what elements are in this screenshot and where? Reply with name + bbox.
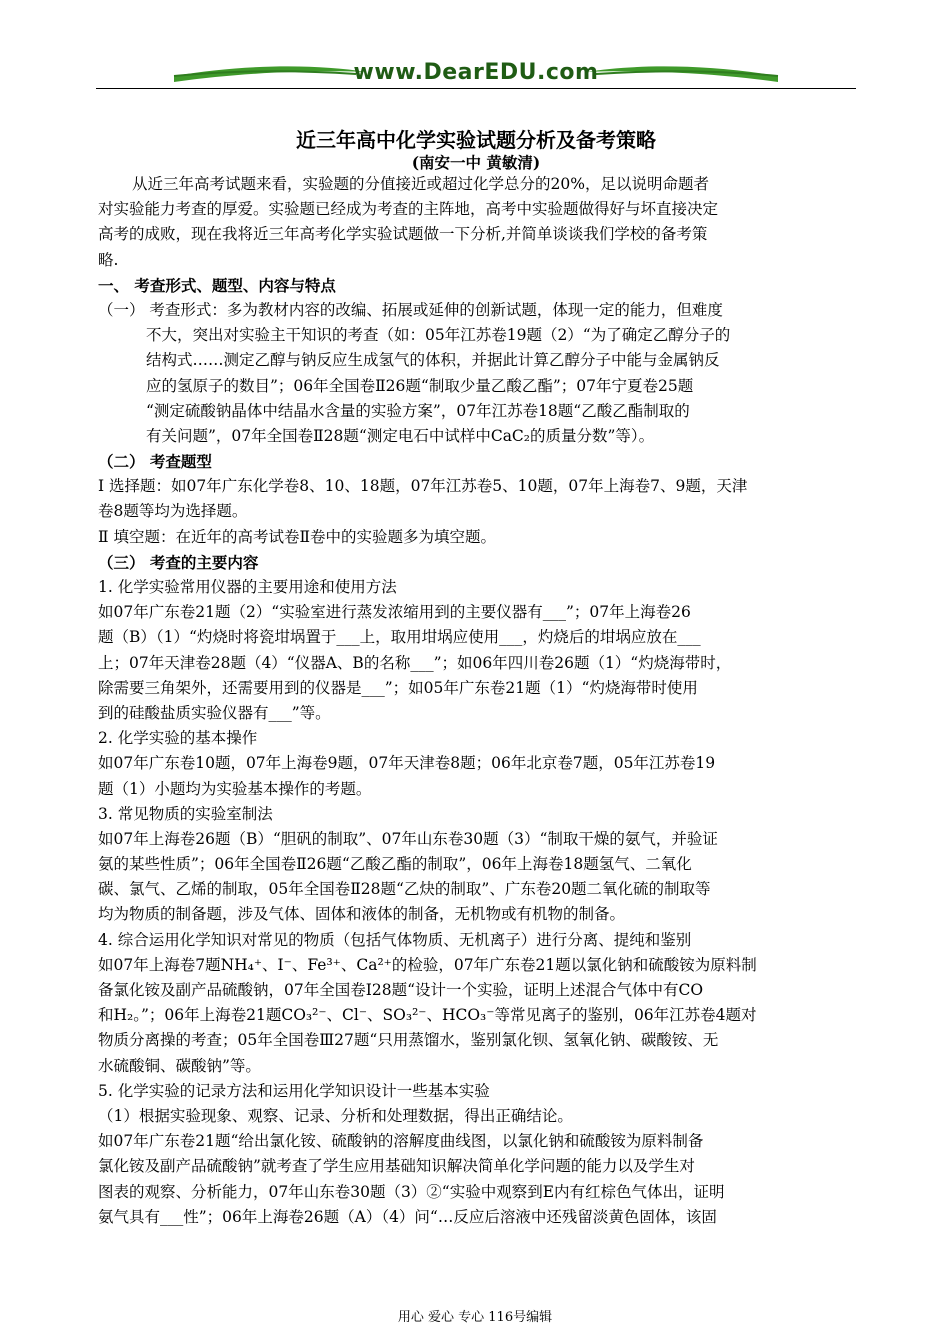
page-footer: 用心 爱心 专心 116号编辑 (397, 1310, 553, 1325)
page-title: 近三年高中化学实验试题分析及备考策略 (296, 128, 656, 152)
text-line: 卷8题等均为选择题。 (98, 502, 248, 521)
text-line: 略. (98, 250, 119, 269)
site-logo-text: www.DearEDU.com (353, 60, 599, 85)
text-line: 水硫酸铜、碳酸钠”等。 (98, 1056, 261, 1075)
text-line: 从近三年高考试题来看，实验题的分值接近或超过化学总分的20%，足以说明命题者 (132, 175, 709, 193)
text-line: 如07年广东卷21题“给出氯化铵、硫酸钠的溶解度曲线图，以氯化钠和硫酸铵为原料制备 (98, 1132, 704, 1151)
author-line: (南安一中 黄敏清) (411, 153, 541, 172)
text-line: 2. 化学实验的基本操作 (98, 729, 258, 748)
text-line: （一） 考查形式：多为教材内容的改编、拓展或延伸的创新试题，体现一定的能力，但难度 (98, 300, 723, 319)
site-header-banner (96, 56, 856, 92)
text-line: 对实验能力考查的厚爱。实验题已经成为考查的主阵地，高考中实验题做得好与坏直接决定 (98, 200, 719, 219)
text-line: 有关问题”，07年全国卷Ⅱ28题“测定电石中试样中CaC₂的质量分数”等）。 (146, 426, 655, 445)
text-line: 4. 综合运用化学知识对常见的物质（包括气体物质、无机离子）进行分离、提纯和鉴别 (98, 930, 692, 949)
text-line: 和H₂。”；06年上海卷21题CO₃²⁻、Cl⁻、SO₃²⁻、HCO₃⁻等常见离子的鉴别，06年江苏卷4题对 (98, 1006, 757, 1025)
text-line: 如07年上海卷26题（B）“胆矾的制取”、07年山东卷30题（3）“制取干燥的氨气，并验证 (98, 829, 718, 848)
text-line: 题（1）小题均为实验基本操作的考题。 (98, 779, 372, 798)
text-line: 到的硅酸盐质实验仪器有___”等。 (98, 703, 331, 722)
text-line: 不大，突出对实验主干知识的考查（如：05年江苏卷19题（2）“为了确定乙醇分子的 (146, 326, 731, 345)
text-line: 如07年上海卷7题NH₄⁺、I⁻、Fe³⁺、Ca²⁺的检验，07年广东卷21题以氯化钠和硫酸铵为原料制 (98, 955, 757, 974)
text-line: 如07年广东卷21题（2）“实验室进行蒸发浓缩用到的主要仪器有___”；07年上海卷26 (98, 603, 691, 622)
text-line: 除需要三角架外，还需要用到的仪器是___”；如05年广东卷21题（1）“灼烧海带时使用 (98, 678, 698, 697)
text-line: 3. 常见物质的实验室制法 (98, 804, 273, 823)
subsection-heading: （二） 考查题型 (98, 452, 212, 472)
text-line: 高考的成败，现在我将近三年高考化学实验试题做一下分析,并简单谈谈我们学校的备考策 (98, 225, 708, 244)
subsection-heading: （三） 考查的主要内容 (98, 552, 259, 572)
section-heading: 一、 考查形式、题型、内容与特点 (98, 275, 336, 295)
text-line: 氨的某些性质”；06年全国卷Ⅱ26题“乙酸乙酯的制取”，06年上海卷18题氢气、二氧化 (98, 855, 692, 874)
text-line: 备氯化铵及副产品硫酸钠，07年全国卷Ⅰ28题“设计一个实验，证明上述混合气体中有CO (98, 981, 704, 999)
text-line: 结构式……测定乙醇与钠反应生成氢气的体积，并据此计算乙醇分子中能与金属钠反 (146, 351, 720, 370)
text-line: 上；07年天津卷28题（4）“仪器A、B的名称___”；如06年四川卷26题（1）“灼烧海带时， (98, 653, 732, 672)
text-line: 1. 化学实验常用仪器的主要用途和使用方法 (98, 578, 397, 596)
text-line: 应的氢原子的数目”；06年全国卷Ⅱ26题“制取少量乙酸乙酯”；07年宁夏卷25题 (146, 376, 694, 395)
text-line: 5. 化学实验的记录方法和运用化学知识设计一些基本实验 (98, 1081, 490, 1100)
text-line: 氨气具有___性”；06年上海卷26题（A）（4）问“…反应后溶液中还残留淡黄色固体，该固 (98, 1207, 717, 1226)
text-line: 如07年广东卷10题，07年上海卷9题，07年天津卷8题；06年北京卷7题，05年江苏卷19 (98, 754, 716, 773)
text-line: 图表的观察、分析能力，07年山东卷30题（3）②“实验中观察到E内有红棕色气体出，证明 (98, 1182, 725, 1201)
article-body (98, 172, 854, 1230)
text-line: 物质分离操的考查；05年全国卷Ⅲ27题“只用蒸馏水，鉴别氯化钡、氢氧化钠、碳酸铵、无 (98, 1031, 719, 1050)
text-line: 题（B）（1）“灼烧时将瓷坩埚置于___上，取用坩埚应使用___，灼烧后的坩埚应放在___ (98, 628, 701, 647)
text-line: 均为物质的制备题，涉及气体、固体和液体的制备，无机物或有机物的制备。 (98, 905, 626, 924)
text-line: 氯化铵及副产品硫酸钠”就考查了学生应用基础知识解决简单化学问题的能力以及学生对 (98, 1157, 695, 1176)
text-line: Ⅱ 填空题：在近年的高考试卷Ⅱ卷中的实验题多为填空题。 (98, 527, 496, 546)
text-line: “测定硫酸钠晶体中结晶水含量的实验方案”，07年江苏卷18题“乙酸乙酯制取的 (146, 401, 690, 420)
text-line: （1）根据实验现象、观察、记录、分析和处理数据，得出正确结论。 (98, 1106, 573, 1125)
header-divider (96, 88, 856, 89)
text-line: Ⅰ 选择题：如07年广东化学卷8、10、18题，07年江苏卷5、10题，07年上海卷7、9题，天津 (98, 477, 748, 496)
text-line: 碳、氯气、乙烯的制取，05年全国卷Ⅱ28题“乙炔的制取”、广东卷20题二氧化硫的制取等 (98, 880, 711, 899)
